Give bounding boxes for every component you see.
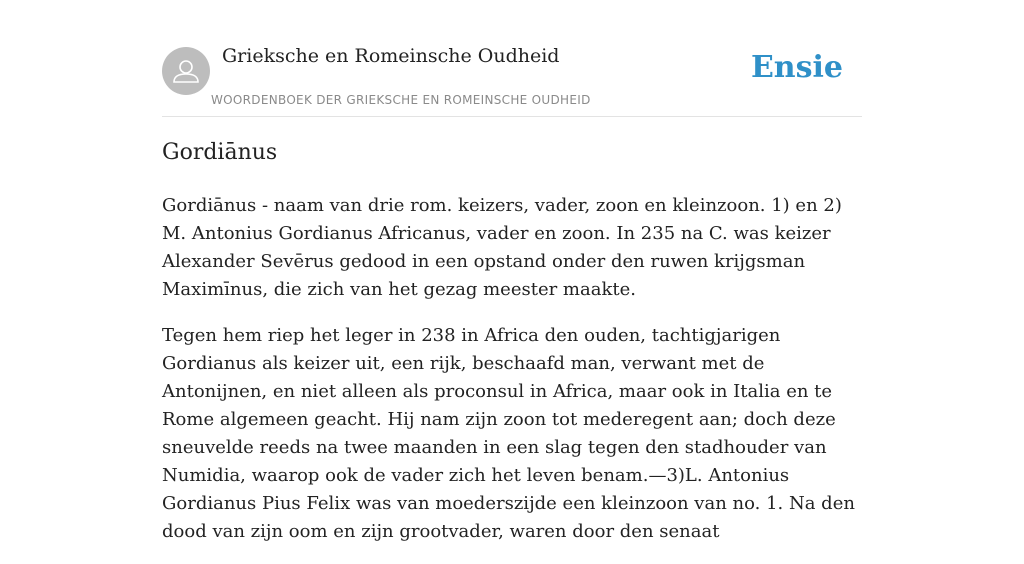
brand-logo[interactable]: Ensie [750, 50, 843, 85]
entry-paragraph: Gordiānus - naam van drie rom. keizers, vader, zoon en kleinzoon. 1) en 2) M. Antonius Gordianus Africanus, vader en zoon. In 235 na C. was keizer Alexander Sevērus gedood in een opstand onder den ruwen krijgsman Maximīnus, die zich van het gezag meester maakte. [162, 195, 842, 300]
source-header [162, 0, 862, 117]
entry-body [162, 192, 862, 564]
entry-title: Gordiānus [162, 140, 278, 165]
user-icon [162, 47, 210, 95]
page [162, 0, 862, 542]
source-subtitle: WOORDENBOEK DER GRIEKSCHE EN ROMEINSCHE OUDHEID [211, 93, 591, 107]
source-avatar[interactable] [162, 47, 210, 95]
source-title[interactable]: Grieksche en Romeinsche Oudheid [222, 45, 560, 67]
entry-paragraph: Tegen hem riep het leger in 238 in Africa den ouden, tachtigjarigen Gordianus als keizer uit, een rijk, beschaafd man, verwant met de Antonijnen, en niet alleen als proconsul in Africa, maar ook in Italia en te Rome algemeen geacht. Hij nam zijn zoon tot mederegent aan; doch deze sneuvelde reeds na twee maanden in een slag tegen den stadhouder van Numidia, waarop ook de vader zich het leven benam.—3)L. Antonius Gordianus Pius Felix was van moederszijde een kleinzoon van no. 1. Na den dood van zijn oom en zijn grootvader, waren door den senaat [162, 325, 855, 542]
